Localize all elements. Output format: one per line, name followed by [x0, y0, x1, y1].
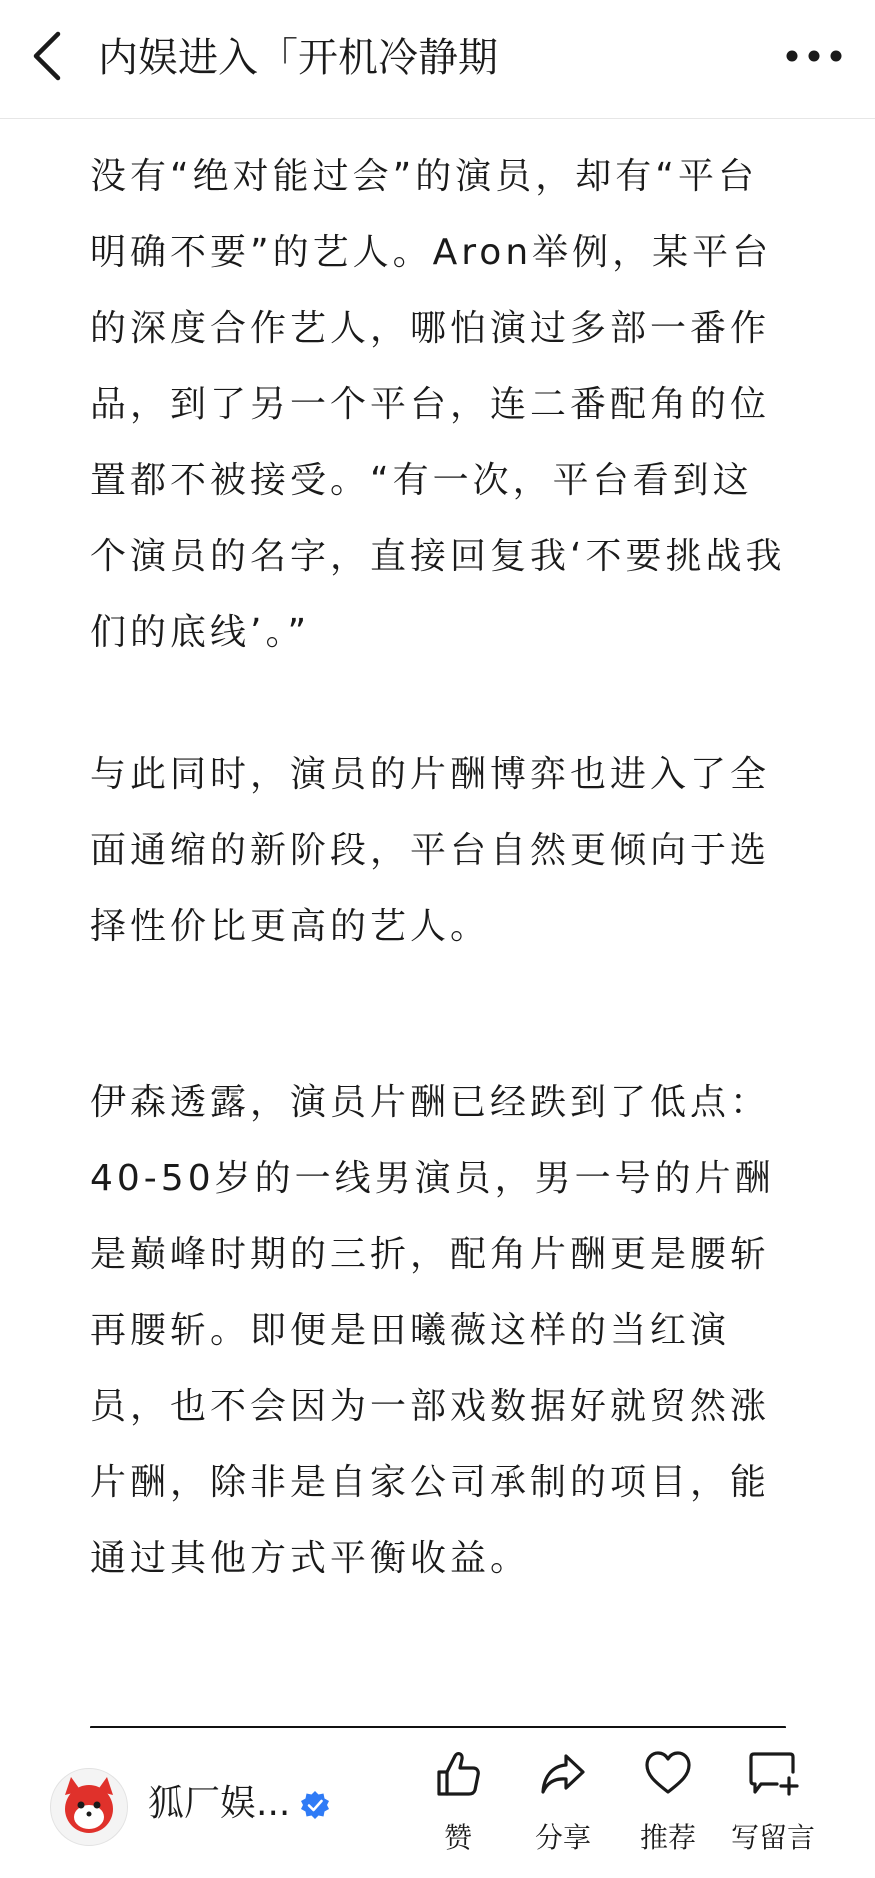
author-avatar[interactable]: [50, 1768, 128, 1846]
article-paragraph-1: 没有“绝对能过会”的演员，却有“平台明确不要”的艺人。Aron举例，某平台的深度合作艺人，哪怕演过多部一番作品，到了另一个平台，连二番配角的位置都不被接受。“有一次，平台看到这个演员的名字，直接回复我‘不要挑战我们的底线’。”: [90, 156, 786, 653]
write-comment-button[interactable]: [723, 1748, 823, 1868]
heart-icon: [643, 1748, 693, 1800]
write-comment-label: 写留言: [730, 1821, 815, 1854]
fox-mascot-icon: [51, 1769, 127, 1845]
top-navigation-bar: [0, 0, 875, 119]
more-options-icon[interactable]: [781, 36, 847, 76]
bottom-action-bar: [0, 1728, 875, 1878]
article-body: [0, 118, 875, 1728]
share-button[interactable]: [513, 1748, 613, 1868]
article-paragraph-2: 与此同时，演员的片酬博弈也进入了全面通缩的新阶段，平台自然更倾向于选择性价比更高的艺人。: [90, 754, 771, 947]
recommend-button[interactable]: [618, 1748, 718, 1868]
verified-badge-icon: [300, 1790, 330, 1820]
share-label: 分享: [534, 1821, 591, 1854]
author-name[interactable]: 狐厂娱...: [148, 1783, 291, 1824]
like-label: 赞: [443, 1821, 472, 1854]
like-button[interactable]: [408, 1748, 508, 1868]
back-chevron-icon[interactable]: [28, 26, 68, 86]
recommend-label: 推荐: [639, 1821, 696, 1854]
share-arrow-icon: [538, 1748, 588, 1800]
article-paragraph-3: 伊森透露，演员片酬已经跌到了低点：40-50岁的一线男演员，男一号的片酬是巅峰时期的三折，配角片酬更是腰斩再腰斩。即便是田曦薇这样的当红演员，也不会因为一部戏数据好就贸然涨片酬，除非是自家公司承制的项目，能通过其他方式平衡收益。: [90, 1082, 775, 1579]
thumbs-up-icon: [433, 1748, 483, 1800]
page-title: 内娱进入「开机冷静期: [98, 35, 498, 81]
comment-plus-icon: [747, 1748, 799, 1800]
